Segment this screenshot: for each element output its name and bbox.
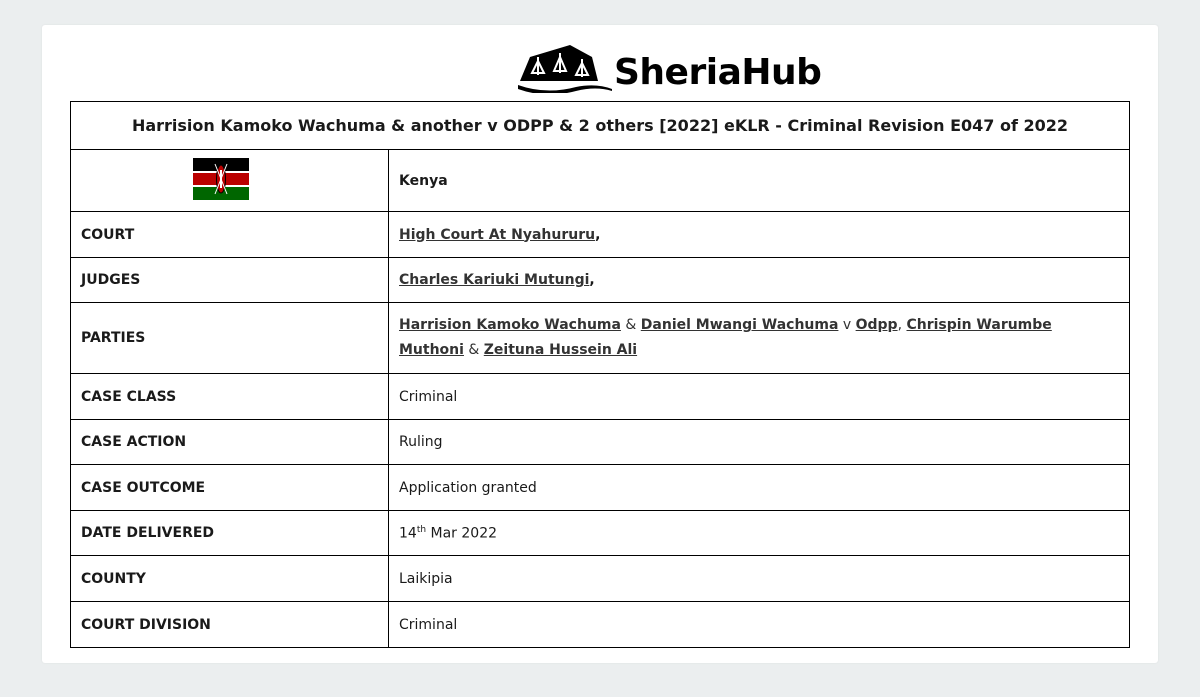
case-outcome-row	[71, 465, 1130, 511]
party-separator: v	[838, 317, 856, 333]
party-link[interactable]: Daniel Mwangi Wachuma	[640, 317, 839, 333]
judges-row	[71, 258, 1130, 303]
court-link[interactable]: High Court At Nyahururu	[399, 226, 596, 243]
case-class-row	[71, 374, 1130, 420]
county-label: COUNTY	[71, 556, 389, 602]
party-separator: ,	[897, 317, 907, 333]
case-title: Harrision Kamoko Wachuma & another v ODPP & 2 others [2022] eKLR - Criminal Revision E047 of 2022	[71, 102, 1130, 150]
case-outcome-value: Application granted	[389, 465, 1130, 511]
parties-value	[389, 303, 1130, 374]
judge-link[interactable]: Charles Kariuki Mutungi	[399, 272, 590, 288]
party-separator: &	[463, 342, 484, 358]
date-suffix: th	[416, 524, 427, 535]
party-link[interactable]: Harrision Kamoko Wachuma	[399, 317, 621, 333]
date-delivered-label: DATE DELIVERED	[71, 511, 389, 556]
date-delivered-row	[71, 511, 1130, 556]
party-link[interactable]: Zeituna Hussein Ali	[483, 342, 638, 358]
brand-name: SheriaHub	[614, 52, 822, 93]
court-label: COURT	[71, 212, 389, 258]
judges-value	[389, 258, 1130, 303]
flag-cell	[71, 150, 389, 212]
court-division-label: COURT DIVISION	[71, 602, 389, 648]
scales-house-icon	[516, 45, 614, 93]
court-division-value: Criminal	[389, 602, 1130, 648]
case-action-row	[71, 420, 1130, 465]
case-class-value: Criminal	[389, 374, 1130, 420]
sheriahub-logo[interactable]	[516, 43, 821, 93]
content-card	[42, 25, 1158, 663]
date-month-year: Mar 2022	[426, 525, 498, 542]
case-class-label: CASE CLASS	[71, 374, 389, 420]
party-link[interactable]: Chrispin Warumbe Muthoni	[399, 317, 1052, 358]
date-day: 14	[399, 525, 417, 542]
judges-label: JUDGES	[71, 258, 389, 303]
county-value: Laikipia	[389, 556, 1130, 602]
case-outcome-label: CASE OUTCOME	[71, 465, 389, 511]
date-delivered-value	[389, 511, 1130, 556]
county-row	[71, 556, 1130, 602]
court-row	[71, 212, 1130, 258]
case-action-label: CASE ACTION	[71, 420, 389, 465]
parties-label: PARTIES	[71, 303, 389, 374]
party-link[interactable]: Odpp	[855, 317, 898, 333]
country-name: Kenya	[389, 150, 1130, 212]
country-row	[71, 150, 1130, 212]
title-row	[71, 102, 1130, 150]
judge-suffix: ,	[589, 272, 595, 288]
party-separator: &	[620, 317, 641, 333]
court-division-row	[71, 602, 1130, 648]
case-action-value: Ruling	[389, 420, 1130, 465]
case-metadata-table	[70, 101, 1130, 648]
court-suffix: ,	[595, 226, 601, 243]
kenya-flag-icon	[193, 158, 249, 200]
court-value	[389, 212, 1130, 258]
parties-row	[71, 303, 1130, 374]
